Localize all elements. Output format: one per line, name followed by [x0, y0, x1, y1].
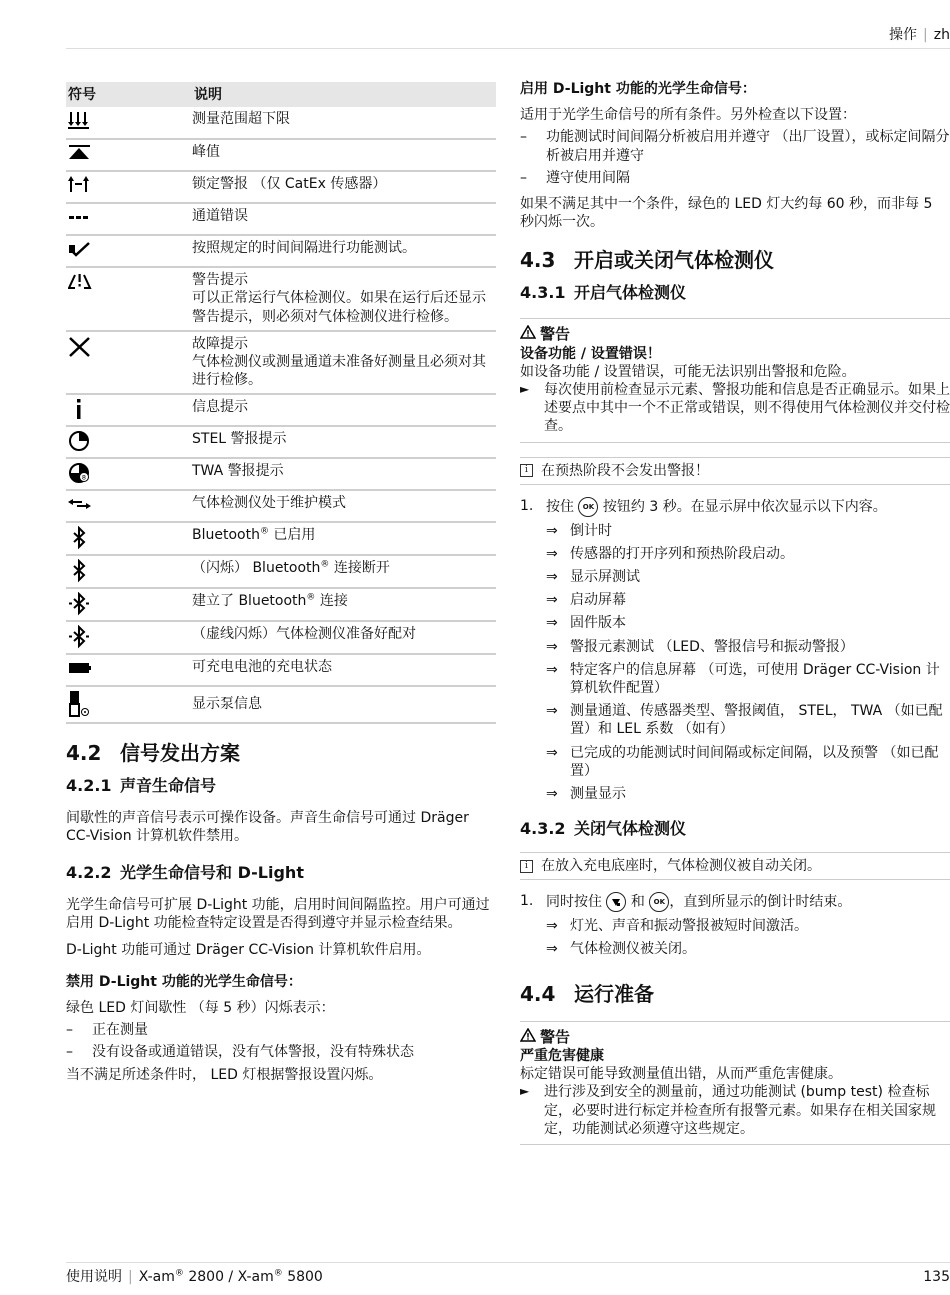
row-text: 峰值: [192, 139, 496, 171]
symbol-table-header: [66, 82, 496, 107]
result-text: 已完成的功能测试时间间隔或标定间隔，以及预警 （如已配置）: [570, 744, 939, 779]
table-row: [66, 139, 496, 171]
latched-alarm-icon: [68, 175, 192, 195]
row-text: 可以正常运行气体检测仪。如果在运行后还显示警告提示，则必须对气体检测仪进行检修。: [192, 290, 486, 325]
section-4-2-2-text2: D-Light 功能可通过 Dräger CC-Vision 计算机软件启用。: [66, 941, 431, 958]
table-row: [66, 107, 496, 139]
step-1: 1. 按住 OK 按钮约 3 秒。在显示屏中依次显示以下内容。: [520, 497, 887, 515]
section-4-2-title: 4.2 信号发出方案: [66, 741, 240, 766]
warning-label: 警告: [540, 1027, 571, 1046]
result-item: [546, 591, 950, 609]
header-divider: [66, 48, 950, 49]
reg-mark: ®: [306, 592, 316, 603]
row-text: 锁定警报 （仅 CatEx 传感器）: [192, 171, 496, 203]
footer-doc: 使用说明: [66, 1269, 122, 1285]
step-1-results: [520, 522, 950, 803]
result-item: [546, 917, 950, 935]
step-2-results: [520, 917, 950, 958]
warning-head: 严重危害健康: [520, 1048, 604, 1065]
result-text: 特定客户的信息屏幕 （可选，可使用 Dräger CC-Vision 计算机软件配置）: [570, 661, 940, 697]
pump-icon: [68, 690, 192, 718]
section-4-2-2-text1: 光学生命信号可扩展 D-Light 功能，启用时间间隔监控。用户可通过启用 D-Light 功能检查特定设置是否得到遵守并显示检查结果。: [66, 897, 490, 932]
list-item: – 正在测量: [66, 1022, 148, 1039]
table-row: [66, 394, 496, 426]
left-column: [66, 82, 496, 1084]
result-arrow-icon: ⇒: [546, 744, 558, 761]
table-row: [66, 458, 496, 490]
result-item: [546, 702, 950, 738]
twa-icon: [68, 462, 192, 484]
section-4-3-1-title: 4.3.1 开启气体检测仪: [520, 283, 687, 303]
warning-text: 如设备功能 / 设置错误，可能无法识别出警报和危险。: [520, 363, 856, 380]
bluetooth-connected-icon: [68, 625, 192, 649]
bluetooth-icon: [68, 526, 192, 550]
row-text: 气体检测仪处于维护模式: [192, 490, 496, 522]
disabled-outro: 当不满足所述条件时， LED 灯根据警报设置闪烁。: [66, 1066, 383, 1083]
warning-label: 警告: [540, 325, 571, 344]
disabled-intro: 绿色 LED 灯间歇性 （每 5 秒）闪烁表示：: [66, 1000, 335, 1017]
result-text: 倒计时: [570, 522, 612, 539]
table-row: [66, 654, 496, 686]
row-text: 通道错误: [192, 203, 496, 235]
reg-mark: ®: [259, 526, 269, 537]
note-text: 在放入充电底座时，气体检测仪被自动关闭。: [541, 857, 821, 874]
bluetooth-icon: [68, 559, 192, 583]
result-text: 启动屏幕: [570, 592, 626, 609]
reg-mark: ®: [320, 559, 330, 570]
row-text: 显示泵信息: [192, 686, 496, 723]
table-row: [66, 267, 496, 331]
section-4-2-2-title: 4.2.2 光学生命信号和 D-Light: [66, 863, 304, 883]
bump-test-icon: [68, 239, 192, 259]
result-arrow-icon: ⇒: [546, 941, 558, 958]
table-row: [66, 555, 496, 588]
note-box: [520, 852, 950, 880]
row-text-post: 已启用: [268, 527, 316, 544]
result-text: 传感器的打开序列和预热阶段启动。: [570, 545, 794, 562]
result-arrow-icon: ⇒: [546, 661, 558, 678]
warning-bullet: ► 进行涉及到安全的测量前，通过功能测试 (bump test) 检查标定，必要时进行标定并检查所有报警元素。如果存在相关国家规定，功能测试必须遵守这些规定。: [520, 1084, 936, 1137]
svg-text:8: 8: [81, 473, 87, 482]
table-row: [66, 490, 496, 522]
warning-bullet: ► 每次使用前检查显示元素、警报功能和信息是否正确显示。如果上述要点中其中一个不正常或错误，则不得使用气体检测仪并交付检查。: [520, 381, 950, 435]
list-item: – 遵守使用间隔: [520, 169, 630, 186]
result-arrow-icon: ⇒: [546, 918, 558, 935]
page-footer: 使用说明 | X-am® 2800 / X-am® 5800: [66, 1268, 323, 1285]
table-row: [66, 171, 496, 203]
right-column: [520, 80, 950, 1145]
enabled-title: 启用 D-Light 功能的光学生命信号：: [520, 81, 756, 97]
peak-icon: [68, 143, 192, 163]
note-text: 在预热阶段不会发出警报！: [541, 462, 709, 479]
section-4-4-title: 4.4 运行准备: [520, 981, 654, 1006]
enabled-intro: 适用于光学生命信号的所有条件。另外检查以下设置：: [520, 107, 856, 124]
channel-error-icon: [68, 207, 192, 227]
result-text: 气体检测仪被关闭。: [570, 941, 696, 958]
result-item: [546, 614, 950, 632]
table-row: [66, 331, 496, 395]
col-symbol: 符号: [66, 82, 192, 107]
footer-product: X-am® 2800 / X-am® 5800: [138, 1268, 323, 1285]
page-number: 135: [923, 1269, 950, 1285]
bluetooth-connected-icon: [68, 592, 192, 616]
col-desc: 说明: [192, 82, 496, 107]
row-title: 警告提示: [192, 272, 248, 289]
table-row: [66, 522, 496, 555]
section-4-2-1-title: 4.2.1 声音生命信号: [66, 776, 217, 796]
note-box: [520, 457, 950, 485]
row-text: 气体检测仪或测量通道未准备好测量且必须对其进行检修。: [192, 353, 486, 389]
list-item: – 没有设备或通道错误，没有气体警报，没有特殊状态: [66, 1044, 414, 1061]
row-text: 测量范围超下限: [192, 107, 496, 139]
result-arrow-icon: ⇒: [546, 569, 558, 586]
row-text-post: 连接断开: [329, 560, 390, 577]
warning-box: [520, 318, 950, 442]
row-text-post: 连接: [315, 593, 348, 610]
header-section: 操作: [889, 27, 918, 43]
table-row: [66, 686, 496, 723]
battery-icon: [68, 658, 192, 678]
result-arrow-icon: ⇒: [546, 703, 558, 720]
warning-box: [520, 1021, 950, 1145]
row-text-pre: 建立了 Bluetooth: [192, 593, 307, 610]
row-text: 可充电电池的充电状态: [192, 654, 496, 686]
result-item: [546, 940, 950, 958]
result-text: 显示屏测试: [570, 569, 640, 586]
result-arrow-icon: ⇒: [546, 592, 558, 609]
ok-button-icon: OK: [649, 892, 669, 912]
result-text: 测量显示: [570, 785, 626, 802]
info-icon: [68, 398, 192, 420]
row-text: STEL 警报提示: [192, 426, 496, 458]
row-text: 按照规定的时间间隔进行功能测试。: [192, 235, 496, 267]
info-note-icon: i: [520, 464, 533, 477]
header-lang: zh: [933, 27, 950, 43]
enabled-outro: 如果不满足其中一个条件，绿色的 LED 灯大约每 60 秒，而非每 5 秒闪烁一次。: [520, 195, 933, 231]
result-text: 警报元素测试 （LED、警报信号和振动警报）: [570, 638, 854, 655]
result-text: 灯光、声音和振动警报被短时间激活。: [570, 918, 808, 935]
warning-head: 设备功能 / 设置错误！: [520, 345, 661, 362]
result-item: [546, 785, 950, 803]
result-item: [546, 568, 950, 586]
result-text: 测量通道、传感器类型、警报阈值， STEL， TWA （如已配置）和 LEL 系数 （如有）: [570, 703, 943, 738]
stel-icon: [68, 430, 192, 452]
row-text: TWA 警报提示: [192, 458, 496, 490]
warning-icon: [68, 271, 192, 291]
result-arrow-icon: ⇒: [546, 615, 558, 632]
section-4-2-1-text: 间歇性的声音信号表示可操作设备。声音生命信号可通过 Dräger CC-Vision 计算机软件禁用。: [66, 810, 469, 845]
result-item: [546, 661, 950, 697]
row-text-pre: Bluetooth: [192, 527, 260, 544]
result-item: [546, 638, 950, 656]
row-text: 信息提示: [192, 394, 496, 426]
list-item: – 功能测试时间间隔分析被启用并遵守 （出厂设置），或标定间隔分析被启用并遵守: [520, 129, 950, 164]
fault-icon: [68, 335, 192, 359]
warning-triangle-icon: [520, 325, 536, 345]
result-text: 固件版本: [570, 615, 626, 632]
result-arrow-icon: ⇒: [546, 522, 558, 539]
result-item: [546, 545, 950, 563]
maintenance-icon: [68, 494, 192, 514]
below-range-icon: [68, 110, 192, 130]
section-4-3-2-title: 4.3.2 关闭气体检测仪: [520, 819, 687, 839]
result-item: [546, 744, 950, 780]
table-row: [66, 235, 496, 267]
table-row: [66, 621, 496, 654]
result-arrow-icon: ⇒: [546, 545, 558, 562]
footer-divider: [66, 1262, 950, 1263]
warning-triangle-icon: [520, 1028, 536, 1048]
warning-text: 标定错误可能导致测量值出错，从而严重危害健康。: [520, 1066, 842, 1083]
result-arrow-icon: ⇒: [546, 785, 558, 802]
disabled-title: 禁用 D-Light 功能的光学生命信号：: [66, 973, 302, 990]
row-title: 故障提示: [192, 335, 248, 352]
down-button-icon: [606, 892, 626, 912]
result-arrow-icon: ⇒: [546, 638, 558, 655]
table-row: [66, 203, 496, 235]
ok-button-icon: OK: [578, 497, 598, 517]
row-text-pre: （闪烁） Bluetooth: [192, 560, 321, 577]
result-item: [546, 522, 950, 540]
table-row: [66, 426, 496, 458]
info-note-icon: i: [520, 860, 533, 873]
section-4-3-title: 4.3 开启或关闭气体检测仪: [520, 248, 774, 273]
table-row: [66, 588, 496, 621]
step-1: 1. 同时按住 和 OK ，直到所显示的倒计时结束。: [520, 893, 852, 911]
page-header: [889, 26, 950, 44]
symbol-table: [66, 82, 496, 724]
row-text: （虚线闪烁）气体检测仪准备好配对: [192, 621, 496, 654]
header-separator: |: [923, 27, 928, 43]
